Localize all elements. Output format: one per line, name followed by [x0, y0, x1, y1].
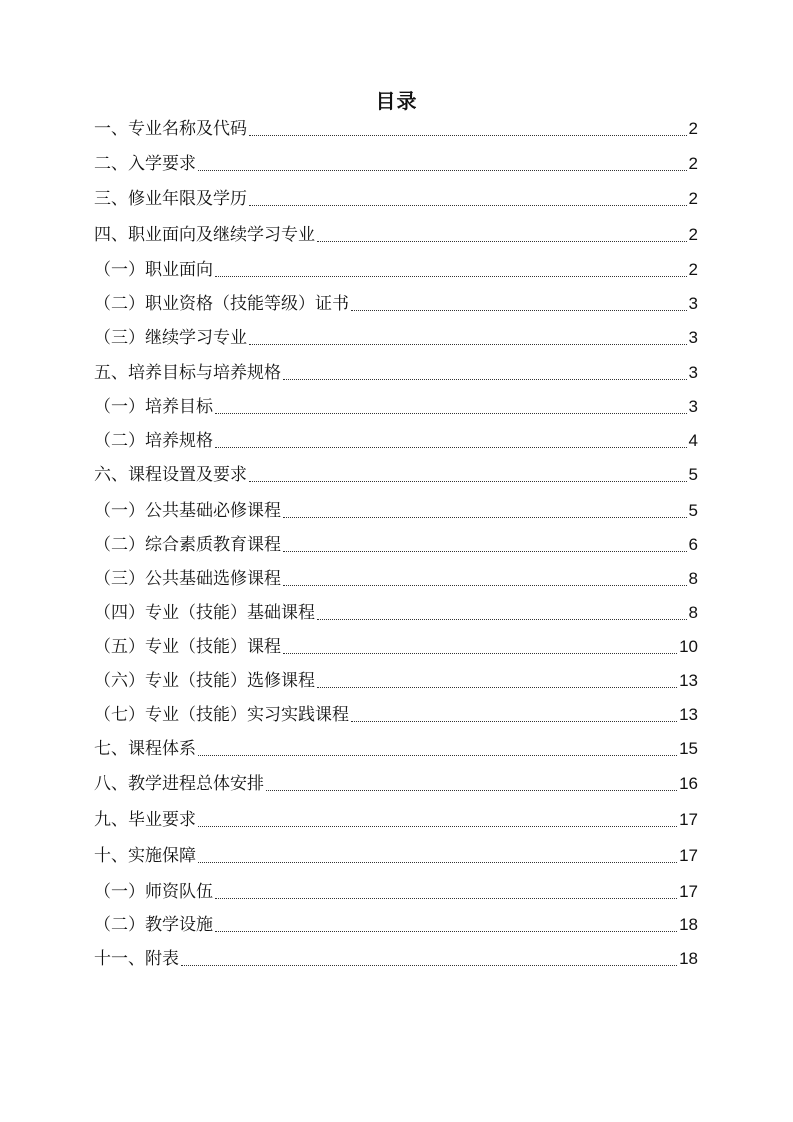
toc-entry[interactable] — [94, 186, 698, 212]
toc-entry[interactable] — [94, 532, 698, 558]
toc-entry-label: （四）专业（技能）基础课程 — [94, 603, 315, 623]
toc-entry-page-number: 17 — [679, 810, 698, 829]
toc-entry[interactable] — [94, 291, 698, 317]
toc-entry[interactable] — [94, 807, 698, 833]
toc-entry-label: （三）继续学习专业 — [94, 328, 247, 348]
toc-entry-page-number: 2 — [688, 154, 698, 173]
toc-entry-page-number: 6 — [688, 535, 698, 554]
dot-leader — [283, 498, 687, 524]
toc-entry[interactable] — [94, 771, 698, 797]
toc-entry-page-number: 5 — [688, 465, 698, 484]
toc-entry[interactable] — [94, 428, 698, 454]
toc-entry[interactable] — [94, 257, 698, 283]
toc-entry-label: 七、课程体系 — [94, 739, 196, 759]
toc-entry-label: 四、职业面向及继续学习专业 — [94, 225, 315, 245]
dot-leader — [215, 879, 677, 905]
toc-entry-page-number: 18 — [679, 949, 698, 968]
toc-entry[interactable] — [94, 394, 698, 420]
toc-entry-page-number: 4 — [688, 431, 698, 450]
toc-entry-page-number: 3 — [688, 397, 698, 416]
dot-leader — [215, 912, 677, 938]
toc-entry-page-number: 2 — [688, 260, 698, 279]
toc-entry-label: 二、入学要求 — [94, 154, 196, 174]
dot-leader — [249, 462, 687, 488]
toc-entry-label: 八、教学进程总体安排 — [94, 774, 264, 794]
toc-entry-page-number: 3 — [688, 294, 698, 313]
dot-leader — [283, 566, 687, 592]
toc-entry[interactable] — [94, 702, 698, 728]
dot-leader — [317, 222, 687, 248]
toc-entry-label: （三）公共基础选修课程 — [94, 569, 281, 589]
dot-leader — [266, 771, 677, 797]
dot-leader — [198, 151, 687, 177]
dot-leader — [198, 843, 677, 869]
toc-entry[interactable] — [94, 498, 698, 524]
dot-leader — [249, 116, 687, 142]
dot-leader — [215, 428, 687, 454]
dot-leader — [215, 257, 687, 283]
toc-entry-label: 五、培养目标与培养规格 — [94, 363, 281, 383]
dot-leader — [181, 946, 677, 972]
toc-entry-page-number: 3 — [688, 363, 698, 382]
toc-entry-page-number: 17 — [679, 846, 698, 865]
toc-entry-label: 六、课程设置及要求 — [94, 465, 247, 485]
toc-entry-page-number: 2 — [688, 225, 698, 244]
toc-entry[interactable] — [94, 116, 698, 142]
page-title: 目录 — [375, 89, 418, 113]
dot-leader — [317, 600, 687, 626]
toc-entry-page-number: 8 — [688, 603, 698, 622]
dot-leader — [283, 634, 677, 660]
toc-entry[interactable] — [94, 879, 698, 905]
toc-entry-page-number: 5 — [688, 501, 698, 520]
toc-entry-page-number: 2 — [688, 189, 698, 208]
dot-leader — [249, 186, 687, 212]
toc-entry[interactable] — [94, 222, 698, 248]
dot-leader — [317, 668, 677, 694]
toc-entry[interactable] — [94, 600, 698, 626]
toc-entry-page-number: 15 — [679, 739, 698, 758]
toc-entry-label: （七）专业（技能）实习实践课程 — [94, 705, 349, 725]
toc-entry[interactable] — [94, 736, 698, 762]
toc-entry-label: （一）师资队伍 — [94, 882, 213, 902]
dot-leader — [249, 325, 687, 351]
toc-entry[interactable] — [94, 912, 698, 938]
toc-entry[interactable] — [94, 634, 698, 660]
toc-entry[interactable] — [94, 843, 698, 869]
dot-leader — [215, 394, 687, 420]
toc-entry-label: 三、修业年限及学历 — [94, 189, 247, 209]
toc-entry-label: （五）专业（技能）课程 — [94, 637, 281, 657]
toc-entry-page-number: 10 — [679, 637, 698, 656]
dot-leader — [351, 702, 677, 728]
toc-entry-page-number: 8 — [688, 569, 698, 588]
toc-entry[interactable] — [94, 360, 698, 386]
toc-entry-page-number: 18 — [679, 915, 698, 934]
toc-entry-label: 九、毕业要求 — [94, 810, 196, 830]
toc-entry-label: （二）职业资格（技能等级）证书 — [94, 294, 349, 314]
toc-entry-label: （一）培养目标 — [94, 397, 213, 417]
toc-entry-label: 十、实施保障 — [94, 846, 196, 866]
toc-entry-label: （二）综合素质教育课程 — [94, 535, 281, 555]
toc-entry[interactable] — [94, 946, 698, 972]
toc-entry-label: （一）公共基础必修课程 — [94, 501, 281, 521]
toc-entry-label: （二）教学设施 — [94, 915, 213, 935]
toc-entry[interactable] — [94, 151, 698, 177]
dot-leader — [283, 532, 687, 558]
toc-entry-page-number: 2 — [688, 119, 698, 138]
toc-entry-page-number: 13 — [679, 705, 698, 724]
toc-entry-label: 十一、附表 — [94, 949, 179, 969]
toc-entry-label: 一、专业名称及代码 — [94, 119, 247, 139]
toc-entry-page-number: 16 — [679, 774, 698, 793]
toc-entry-label: （六）专业（技能）选修课程 — [94, 671, 315, 691]
toc-entry-page-number: 13 — [679, 671, 698, 690]
toc-entry-page-number: 17 — [679, 882, 698, 901]
dot-leader — [198, 736, 677, 762]
toc-entry[interactable] — [94, 325, 698, 351]
dot-leader — [351, 291, 687, 317]
toc-entry-label: （一）职业面向 — [94, 260, 213, 280]
toc-entry[interactable] — [94, 668, 698, 694]
toc-entry[interactable] — [94, 462, 698, 488]
toc-entry-label: （二）培养规格 — [94, 431, 213, 451]
dot-leader — [283, 360, 687, 386]
toc-entry-page-number: 3 — [688, 328, 698, 347]
dot-leader — [198, 807, 677, 833]
toc-entry[interactable] — [94, 566, 698, 592]
